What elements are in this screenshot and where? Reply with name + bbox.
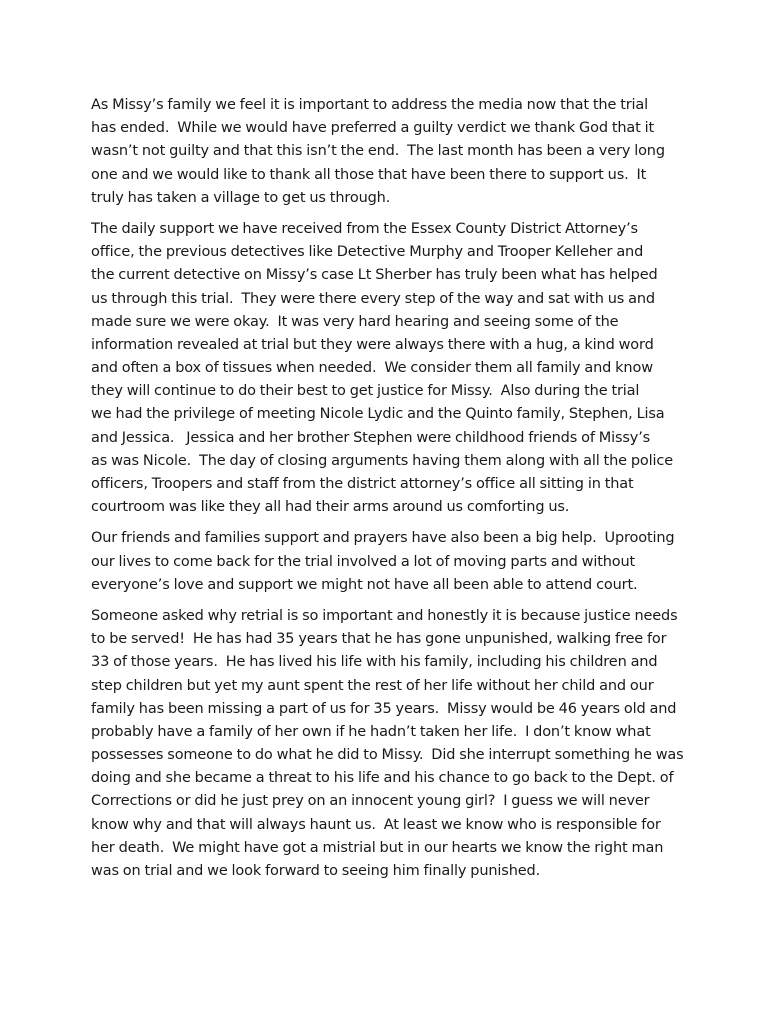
paragraph-2 bbox=[91, 218, 691, 519]
text-line: Someone asked why retrial is so important and honestly it is because justice needs bbox=[91, 607, 678, 624]
text-line: and often a box of tissues when needed. We consider them all family and know bbox=[91, 360, 653, 377]
text-line: probably have a family of her own if he hadn’t taken her life. I don’t know what bbox=[91, 723, 651, 740]
text-line: wasn’t not guilty and that this isn’t the end. The last month has been a very long bbox=[91, 143, 665, 160]
text-line: we had the privilege of meeting Nicole Lydic and the Quinto family, Stephen, Lisa bbox=[91, 406, 665, 423]
text-line: and Jessica. Jessica and her brother Stephen were childhood friends of Missy’s bbox=[91, 429, 651, 446]
text-line: has ended. While we would have preferred a guilty verdict we thank God that it bbox=[91, 120, 655, 137]
text-line: office, the previous detectives like Detective Murphy and Trooper Kelleher and bbox=[91, 244, 644, 261]
text-line: truly has taken a village to get us through. bbox=[91, 189, 391, 206]
text-line: they will continue to do their best to get justice for Missy. Also during the trial bbox=[91, 383, 640, 400]
text-line: Corrections or did he just prey on an innocent young girl? I guess we will never bbox=[91, 793, 650, 810]
text-line: made sure we were okay. It was very hard hearing and seeing some of the bbox=[91, 313, 619, 330]
text-line: possesses someone to do what he did to Missy. Did she interrupt something he was bbox=[91, 747, 684, 764]
text-line: our lives to come back for the trial involved a lot of moving parts and without bbox=[91, 553, 636, 570]
text-line: the current detective on Missy’s case Lt Sherber has truly been what has helped bbox=[91, 267, 658, 284]
paragraph-3 bbox=[91, 527, 691, 597]
letter-body bbox=[91, 94, 691, 891]
text-line: The daily support we have received from the Essex County District Attorney’s bbox=[91, 220, 638, 237]
text-line: her death. We might have got a mistrial but in our hearts we know the right man bbox=[91, 839, 664, 856]
paragraph-1 bbox=[91, 94, 691, 210]
text-line: everyone’s love and support we might not have all been able to attend court. bbox=[91, 576, 638, 593]
text-line: step children but yet my aunt spent the rest of her life without her child and our bbox=[91, 677, 654, 694]
text-line: us through this trial. They were there every step of the way and sat with us and bbox=[91, 290, 655, 307]
text-line: courtroom was like they all had their arms around us comforting us. bbox=[91, 499, 570, 516]
text-line: as was Nicole. The day of closing arguments having them along with all the police bbox=[91, 452, 673, 469]
text-line: As Missy’s family we feel it is important to address the media now that the trial bbox=[91, 97, 649, 113]
text-line: Our friends and families support and prayers have also been a big help. Uprooting bbox=[91, 530, 675, 547]
text-line: know why and that will always haunt us. At least we know who is responsible for bbox=[91, 816, 661, 833]
text-line: family has been missing a part of us for 35 years. Missy would be 46 years old and bbox=[91, 700, 677, 717]
paragraph-4 bbox=[91, 605, 691, 883]
text-line: was on trial and we look forward to seeing him finally punished. bbox=[91, 863, 541, 879]
text-line: one and we would like to thank all those that have been there to support us. It bbox=[91, 166, 647, 183]
text-line: officers, Troopers and staff from the district attorney’s office all sitting in that bbox=[91, 476, 634, 492]
text-line: 33 of those years. He has lived his life with his family, including his children and bbox=[91, 654, 658, 671]
text-line: to be served! He has had 35 years that he has gone unpunished, walking free for bbox=[91, 631, 667, 648]
text-line: doing and she became a threat to his life and his chance to go back to the Dept. of bbox=[91, 770, 674, 787]
text-line: information revealed at trial but they were always there with a hug, a kind word bbox=[91, 336, 654, 353]
